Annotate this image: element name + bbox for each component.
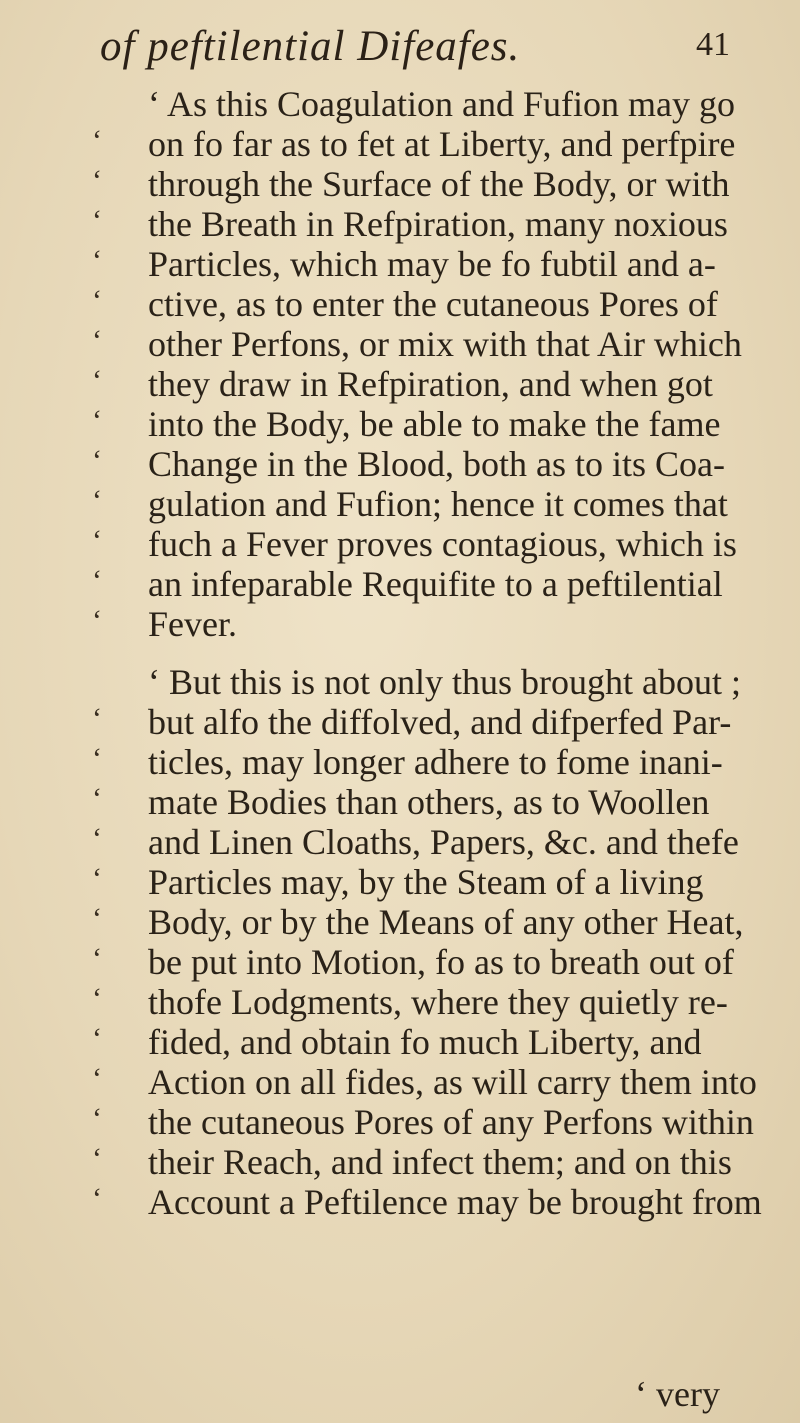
quotation-mark: ‘ — [92, 484, 102, 517]
text-line: ticles, may longer adhere to fome inani- — [148, 742, 723, 782]
text-line: Fever. — [148, 604, 237, 644]
quotation-mark: ‘ — [92, 244, 102, 277]
text-line: Body, or by the Means of any other Heat, — [148, 902, 744, 942]
text-line: thofe Lodgments, where they quietly re- — [148, 982, 728, 1022]
text-line: be put into Motion, fo as to breath out of — [148, 942, 734, 982]
text-line: through the Surface of the Body, or with — [148, 164, 730, 204]
text-line: Particles may, by the Steam of a living — [148, 862, 704, 902]
text-line: on fo far as to fet at Liberty, and perfpire — [148, 124, 736, 164]
quotation-mark: ‘ — [92, 204, 102, 237]
quotation-mark: ‘ — [92, 1022, 102, 1055]
quotation-mark: ‘ — [92, 1142, 102, 1175]
quotation-mark: ‘ — [92, 524, 102, 557]
quotation-mark: ‘ — [92, 364, 102, 397]
text-line: Account a Peftilence may be brought from — [148, 1182, 762, 1222]
text-line: the Breath in Refpiration, many noxious — [148, 204, 728, 244]
quotation-mark: ‘ — [92, 1062, 102, 1095]
text-line: their Reach, and infect them; and on this — [148, 1142, 732, 1182]
text-line: mate Bodies than others, as to Woollen — [148, 782, 710, 822]
text-line: and Linen Cloaths, Papers, &c. and thefe — [148, 822, 739, 862]
quotation-mark: ‘ — [92, 324, 102, 357]
quotation-mark: ‘ — [92, 164, 102, 197]
text-line: ctive, as to enter the cutaneous Pores of — [148, 284, 718, 324]
text-line: gulation and Fufion; hence it comes that — [148, 484, 728, 524]
text-line: the cutaneous Pores of any Perfons within — [148, 1102, 754, 1142]
catchword: ‘ very — [635, 1374, 720, 1414]
quotation-mark: ‘ — [92, 564, 102, 597]
quotation-mark: ‘ — [92, 604, 102, 637]
text-line: they draw in Refpiration, and when got — [148, 364, 713, 404]
text-line: Action on all fides, as will carry them into — [148, 1062, 757, 1102]
text-line: but alfo the diffolved, and difperfed Par- — [148, 702, 732, 742]
running-title: of peftilential Difeafes. — [100, 23, 521, 70]
quotation-mark: ‘ — [92, 942, 102, 975]
quotation-mark: ‘ — [92, 404, 102, 437]
text-line: into the Body, be able to make the fame — [148, 404, 721, 444]
quotation-mark: ‘ — [92, 862, 102, 895]
text-line: ‘ As this Coagulation and Fufion may go — [148, 84, 735, 124]
quotation-mark: ‘ — [92, 444, 102, 477]
quotation-mark: ‘ — [92, 902, 102, 935]
quotation-mark: ‘ — [92, 742, 102, 775]
text-line: fuch a Fever proves contagious, which is — [148, 524, 737, 564]
text-line: Particles, which may be fo fubtil and a- — [148, 244, 716, 284]
page-number: 41 — [696, 26, 730, 63]
text-line: Change in the Blood, both as to its Coa- — [148, 444, 725, 484]
quotation-mark: ‘ — [92, 1102, 102, 1135]
quotation-mark: ‘ — [92, 822, 102, 855]
quotation-mark: ‘ — [92, 702, 102, 735]
text-line: ‘ But this is not only thus brought about ; — [148, 662, 742, 702]
text-line: an infeparable Requifite to a peftilential — [148, 564, 723, 604]
quotation-mark: ‘ — [92, 1182, 102, 1215]
text-line: fided, and obtain fo much Liberty, and — [148, 1022, 702, 1062]
text-line: other Perfons, or mix with that Air which — [148, 324, 742, 364]
quotation-mark: ‘ — [92, 982, 102, 1015]
quotation-mark: ‘ — [92, 124, 102, 157]
running-head — [100, 22, 760, 82]
quotation-mark: ‘ — [92, 284, 102, 317]
quotation-mark: ‘ — [92, 782, 102, 815]
